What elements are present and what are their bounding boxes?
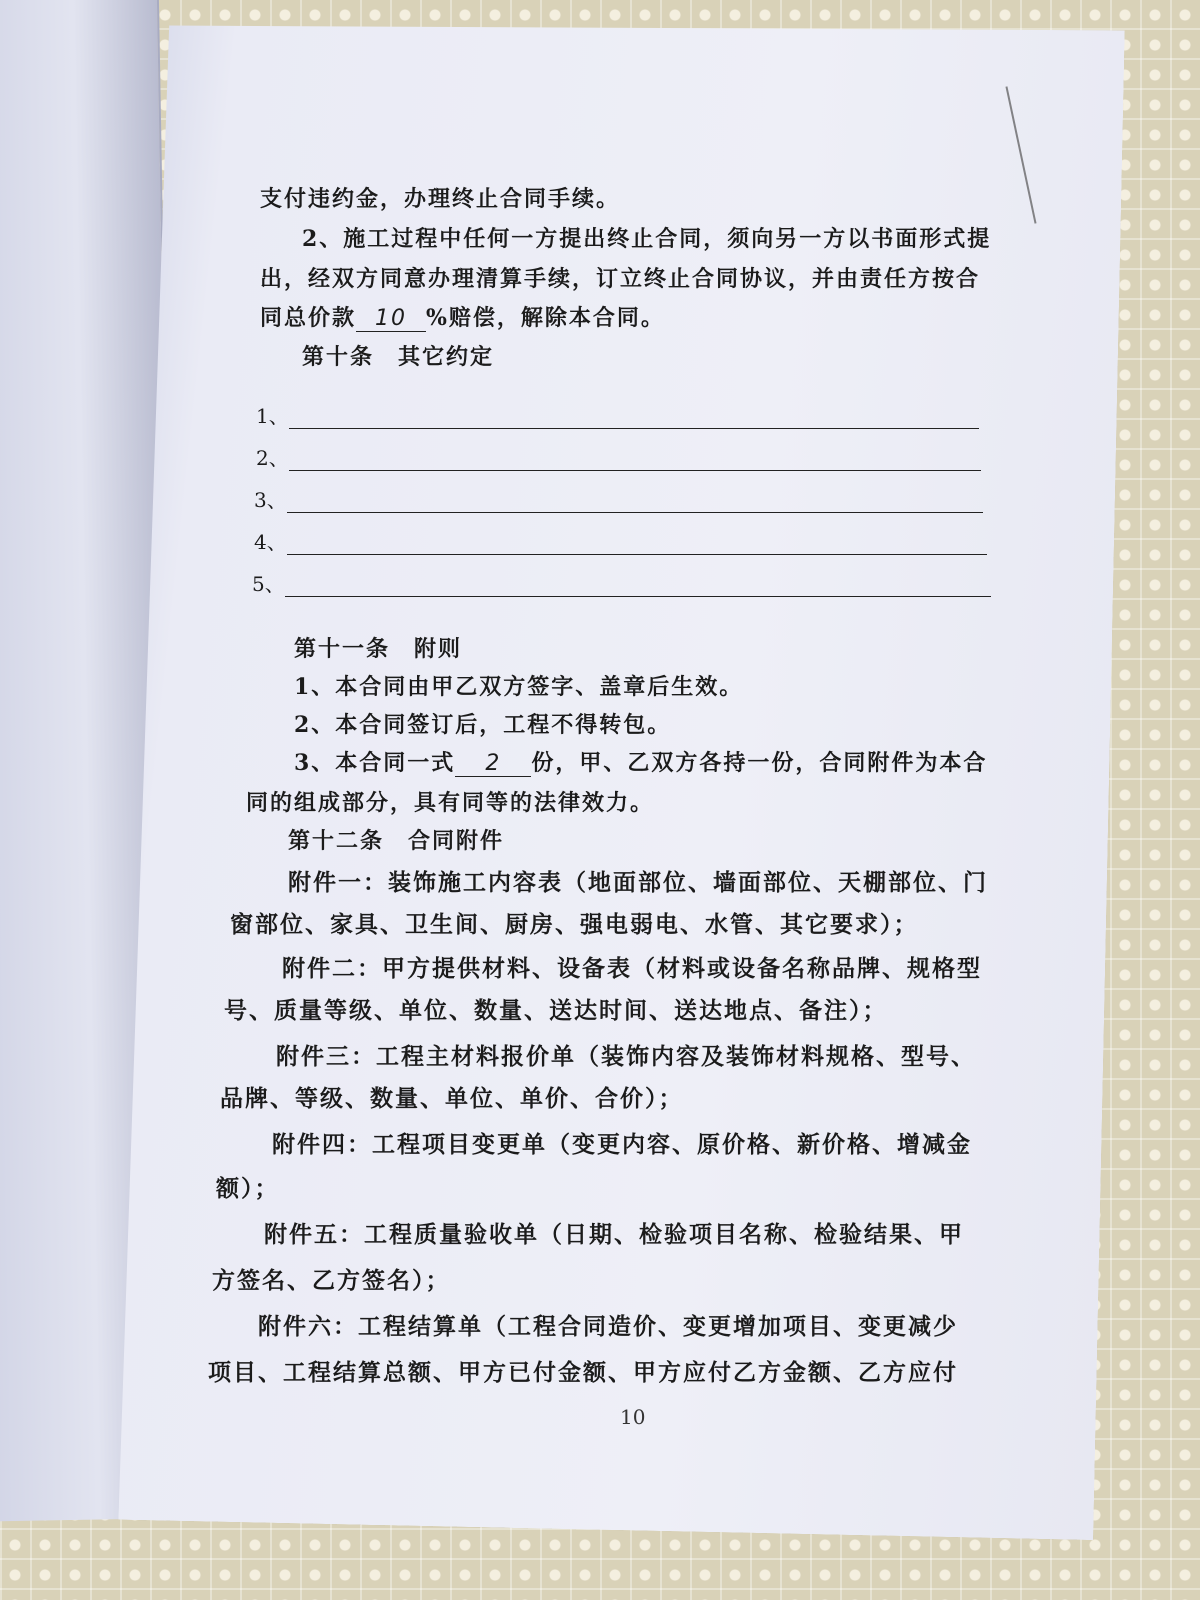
item-number: 4、 — [254, 530, 287, 554]
paragraph-line: 附件六：工程结算单（工程合同造价、变更增加项目、变更减少 — [258, 1313, 958, 1340]
item-number: 1、 — [256, 404, 289, 428]
paragraph-line: 附件五：工程质量验收单（日期、检验项目名称、检验结果、甲 — [264, 1221, 964, 1248]
paragraph-line: 附件二：甲方提供材料、设备表（材料或设备名称品牌、规格型 — [282, 955, 982, 982]
fill-in-line — [285, 582, 991, 597]
blank-line-item — [256, 400, 979, 429]
text-prefix: 3、本合同一式 — [294, 750, 456, 776]
paragraph-line: 同的组成部分，具有同等的法律效力。 — [246, 790, 655, 816]
paragraph-line: 方签名、乙方签名）； — [212, 1267, 451, 1294]
paragraph-line: 1、本合同由甲乙双方签字、盖章后生效。 — [294, 674, 744, 700]
paragraph-line: 窗部位、家具、卫生间、厨房、强电弱电、水管、其它要求）； — [230, 911, 919, 938]
paragraph-line: 品牌、等级、数量、单位、单价、合价）； — [220, 1085, 684, 1112]
item-number: 2、 — [256, 446, 289, 470]
article-12-heading: 第十二条 合同附件 — [288, 828, 505, 854]
fill-in-line — [289, 414, 979, 429]
paragraph-line: 额）； — [216, 1175, 280, 1202]
paragraph-line: 2、本合同签订后，工程不得转包。 — [294, 712, 672, 738]
blank-line-item — [252, 568, 991, 597]
paragraph-line: 项目、工程结算总额、甲方已付金额、甲方应付乙方金额、乙方应付 — [208, 1359, 958, 1386]
paragraph-line — [294, 746, 987, 777]
blank-line-item — [254, 484, 983, 513]
text-suffix: %赔偿，解除本合同。 — [426, 305, 665, 331]
item-number: 5、 — [252, 572, 285, 596]
paragraph-line: 号、质量等级、单位、数量、送达时间、送达地点、备注）； — [224, 997, 888, 1024]
fill-in-line — [289, 456, 981, 471]
paragraph-line: 附件四：工程项目变更单（变更内容、原价格、新价格、增减金 — [272, 1131, 972, 1158]
handwritten-copies: 2 — [455, 751, 531, 777]
article-10-heading: 第十条 其它约定 — [302, 344, 495, 370]
item-number: 3、 — [254, 488, 287, 512]
page-number: 10 — [620, 1405, 646, 1429]
text-prefix: 同总价款 — [260, 305, 357, 331]
blank-line-item — [256, 442, 981, 471]
blank-line-item — [254, 526, 987, 555]
fill-in-line — [287, 540, 987, 555]
paragraph-line: 支付违约金，办理终止合同手续。 — [260, 186, 621, 212]
article-11-heading: 第十一条 附则 — [294, 636, 463, 662]
paragraph-line: 2、施工过程中任何一方提出终止合同，须向另一方以书面形式提 — [302, 226, 992, 252]
paragraph-line: 附件一：装饰施工内容表（地面部位、墙面部位、天棚部位、门 — [288, 869, 988, 896]
paragraph-line: 出，经双方同意办理清算手续，订立终止合同协议，并由责任方按合 — [260, 266, 981, 292]
paragraph-line — [260, 301, 665, 332]
fill-in-line — [287, 498, 983, 513]
paragraph-line: 附件三：工程主材料报价单（装饰内容及装饰材料规格、型号、 — [276, 1043, 976, 1070]
handwritten-percent: 10 — [356, 306, 426, 332]
text-suffix: 份，甲、乙双方各持一份，合同附件为本合 — [531, 750, 988, 776]
